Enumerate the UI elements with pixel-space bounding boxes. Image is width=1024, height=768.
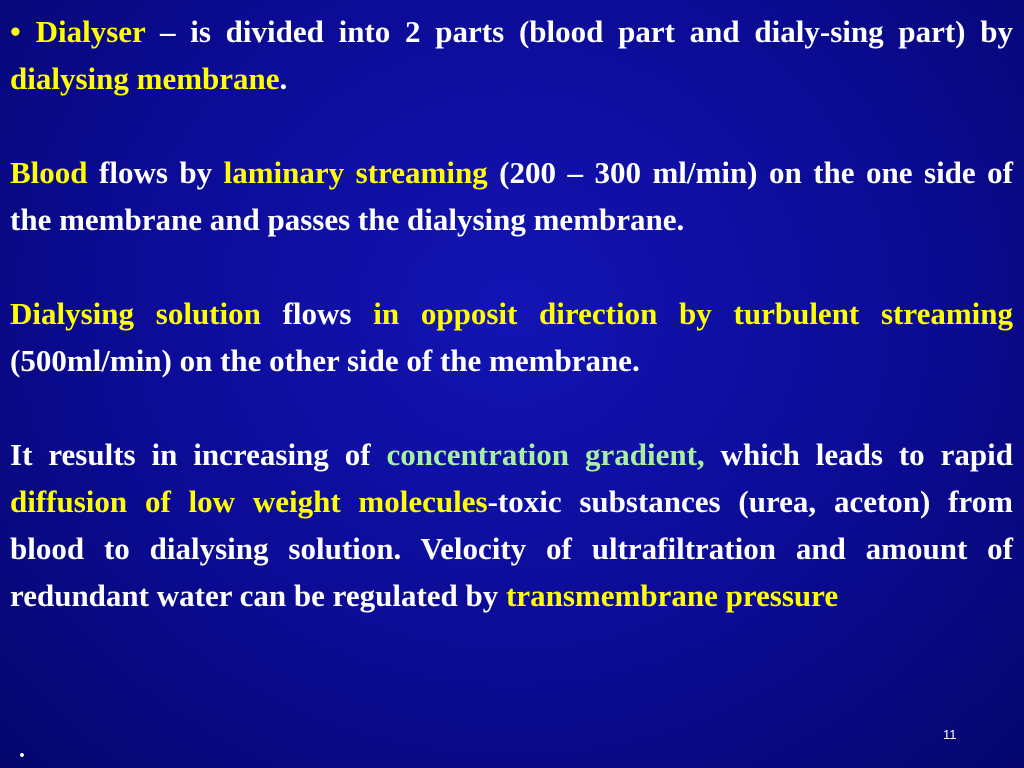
paragraph-dialysing-solution	[10, 290, 1013, 384]
text-solution-part2: (500ml/min) on the other side of the membrane.	[10, 343, 640, 378]
term-diffusion: diffusion of low weight molecules	[10, 484, 488, 519]
term-dialysing-membrane: dialysing membrane	[10, 61, 280, 96]
bullet-marker: •	[10, 14, 21, 49]
slide-number: 11	[943, 727, 957, 742]
text-dialyser-part1: – is divided into 2 parts (blood part and dialy-sing part) by	[145, 14, 1013, 49]
term-blood: Blood	[10, 155, 88, 190]
text-blood-part1: flows by	[87, 155, 224, 190]
text-solution-part1: flows	[260, 296, 374, 331]
term-transmembrane-pressure: transmembrane pressure	[506, 578, 839, 613]
text-results-part3: -toxic substances (urea, aceton) from blood to dialysing solution. Velocity of ultrafiltration and amount of redundant water can be regulated by	[10, 484, 1013, 613]
trailing-mark: .	[19, 737, 25, 763]
term-dialysing-solution: Dialysing solution	[10, 296, 261, 331]
paragraph-blood-flow	[10, 149, 1013, 243]
text-results-part2: which leads to rapid	[704, 437, 1013, 472]
paragraph-spacer	[10, 243, 1013, 290]
term-opposit-direction: in opposit direction by turbulent streaming	[373, 296, 1014, 331]
term-laminary-streaming: laminary streaming	[223, 155, 488, 190]
slide-content	[10, 8, 1013, 619]
text-results-part1: It results in increasing of	[10, 437, 387, 472]
paragraph-spacer	[10, 384, 1013, 431]
paragraph-spacer	[10, 102, 1013, 149]
text-blood-part2: (200 – 300 ml/min) on the one side of the membrane and passes the dialysing membrane.	[10, 155, 1013, 237]
paragraph-results	[10, 431, 1013, 619]
paragraph-dialyser	[10, 8, 1013, 102]
term-concentration-gradient: concentration gradient,	[386, 437, 705, 472]
text-dialyser-part2: .	[279, 61, 288, 96]
term-dialyser: Dialyser	[35, 14, 146, 49]
